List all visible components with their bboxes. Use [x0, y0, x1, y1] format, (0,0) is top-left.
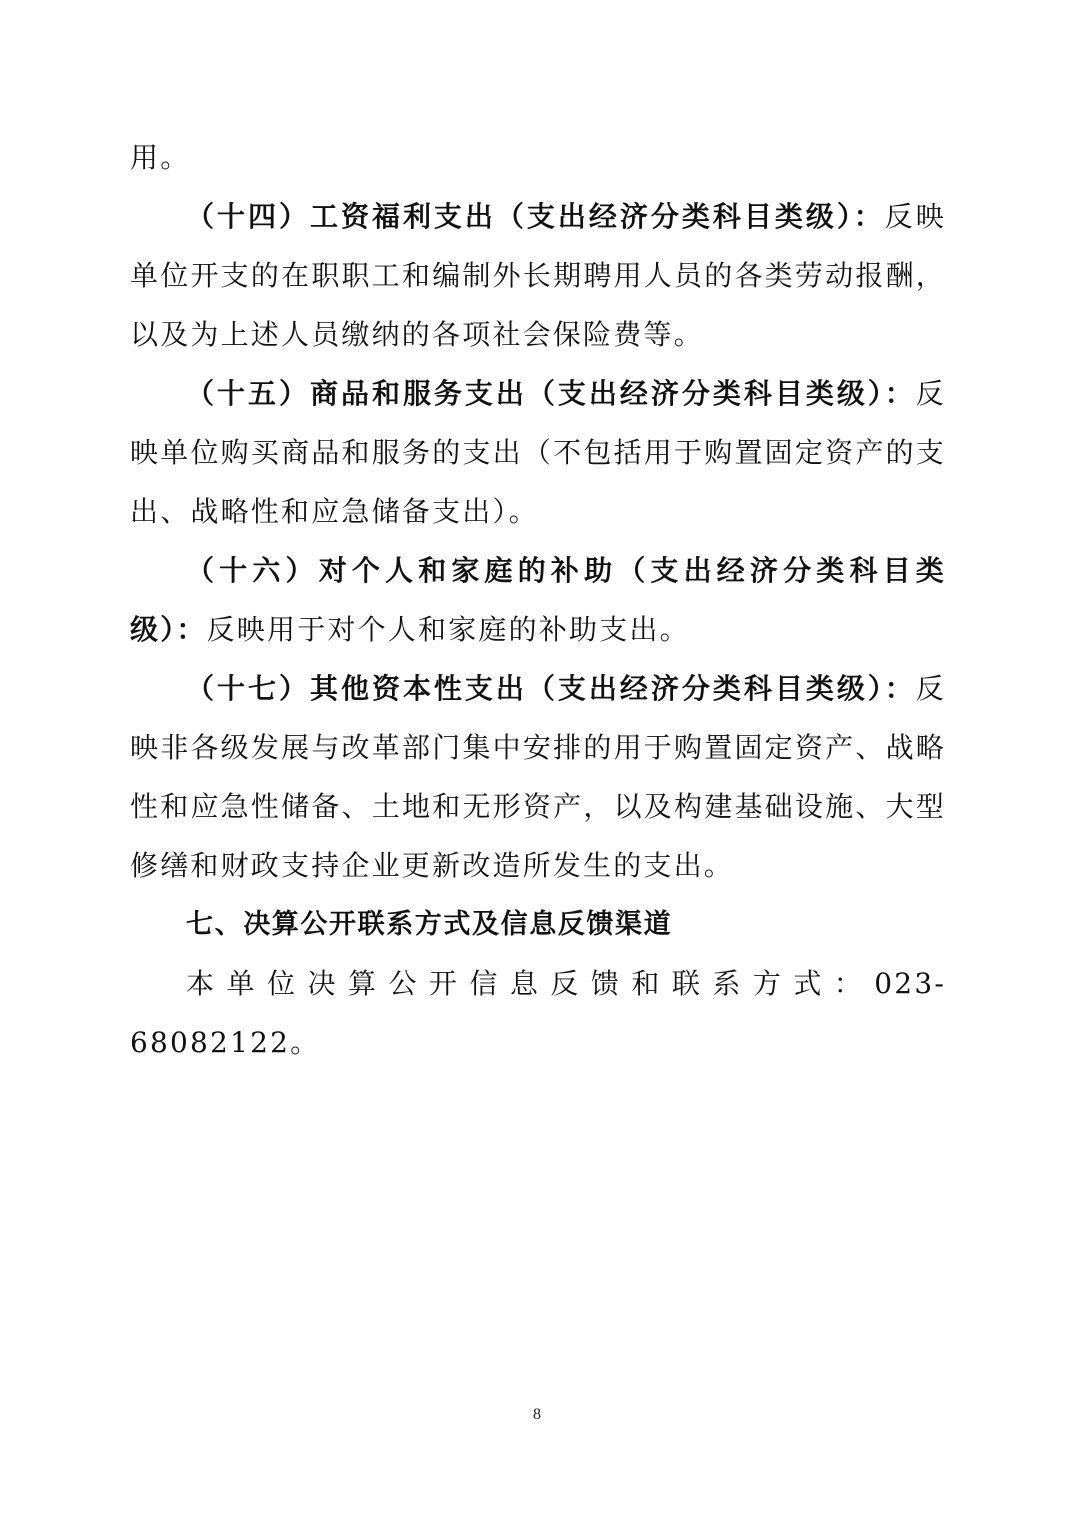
item-goods-services	[130, 364, 946, 541]
item-heading: （十四）工资福利支出（支出经济分类科目类级）：	[186, 200, 885, 233]
item-body: 反映单位购买商品和服务的支出（不包括用于购置固定资产的支出、战略性和应急储备支出）。	[130, 377, 946, 528]
item-heading: （十六）对个人和家庭的补助（支出经济分类科目类级）：	[130, 554, 946, 646]
item-heading: （十七）其他资本性支出（支出经济分类科目类级）：	[186, 672, 916, 705]
item-body: 反映单位开支的在职职工和编制外长期聘用人员的各类劳动报酬，以及为上述人员缴纳的各项社会保险费等。	[130, 200, 946, 351]
document-body	[130, 128, 946, 1072]
item-body: 反映非各级发展与改革部门集中安排的用于购置固定资产、战略性和应急性储备、土地和无形资产，以及构建基础设施、大型修缮和财政支持企业更新改造所发生的支出。	[130, 672, 946, 882]
page-number: 8	[533, 1406, 541, 1423]
item-wage-welfare	[130, 187, 946, 364]
item-household-subsidy	[130, 541, 946, 659]
continuation-text: 用。	[130, 141, 191, 174]
item-body: 反映用于对个人和家庭的补助支出。	[206, 613, 690, 646]
item-heading: （十五）商品和服务支出（支出经济分类科目类级）：	[186, 377, 916, 410]
section-heading: 七、决算公开联系方式及信息反馈渠道	[186, 909, 673, 940]
item-other-capital	[130, 659, 946, 895]
contact-text: 本单位决算公开信息反馈和联系方式：023-68082122。	[130, 967, 946, 1059]
